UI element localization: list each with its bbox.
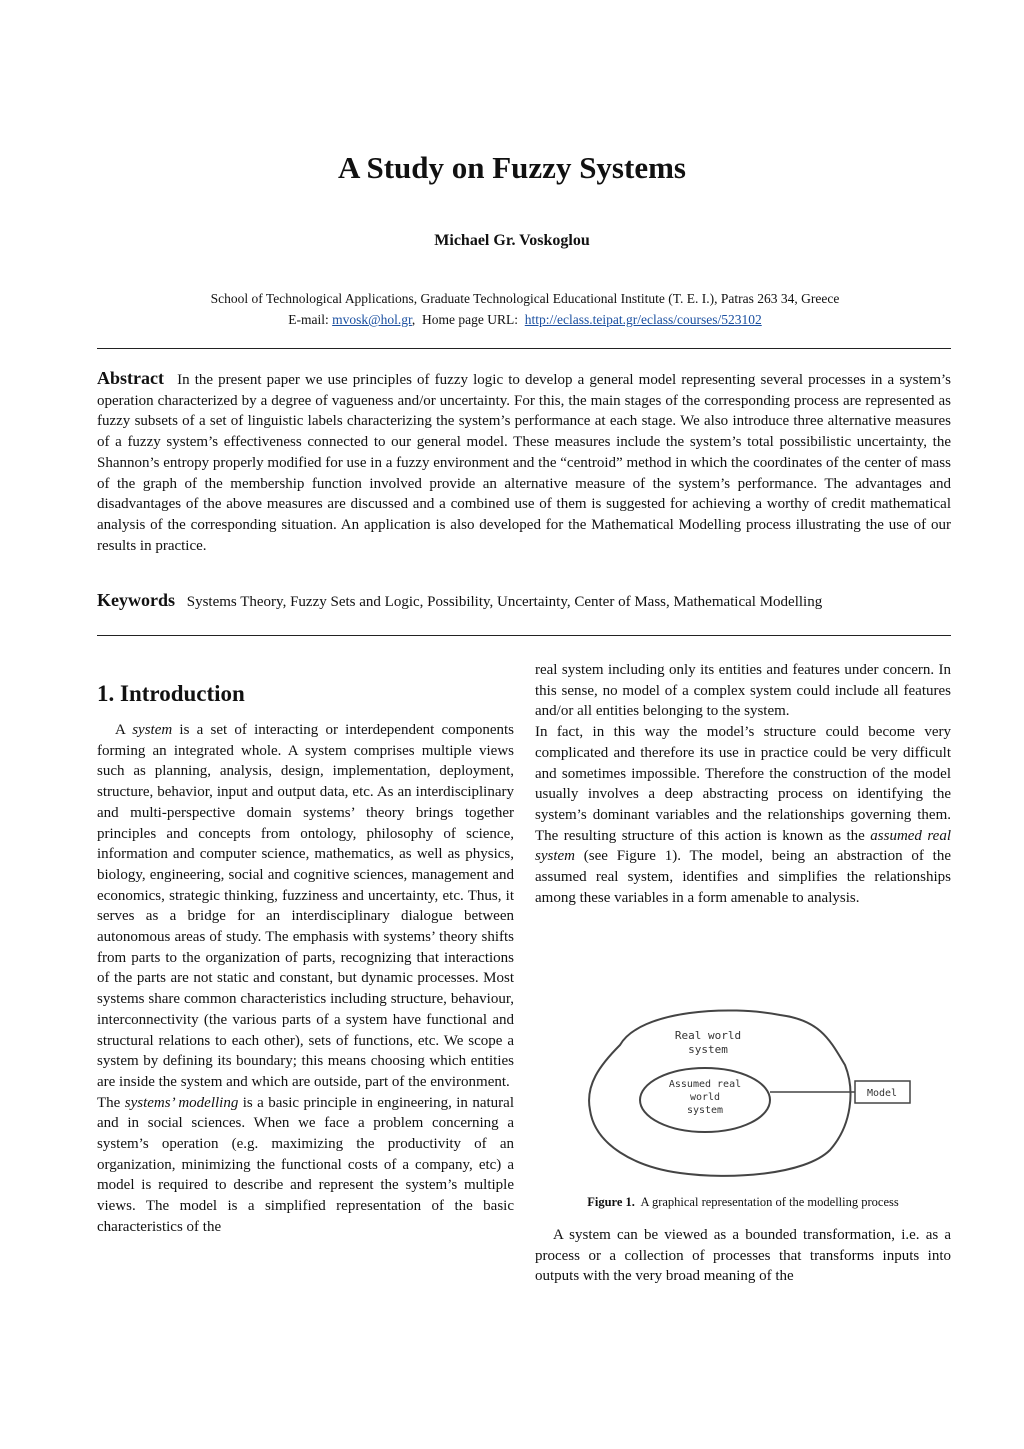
right-column bbox=[535, 660, 951, 908]
affiliation-block bbox=[0, 288, 1024, 330]
intro-paragraph-5: A system can be viewed as a bounded transformation, i.e. as a process or a collection of processes that transforms inputs into outputs with the very broad meaning of the bbox=[535, 1227, 951, 1285]
affiliation: School of Technological Applications, Graduate Technological Educational Institute (T. E. I.), Patras 263 34, Greece bbox=[210, 291, 840, 306]
section-heading-introduction: 1. Introduction bbox=[97, 681, 245, 706]
intro-p4-start: In fact, in this way the model’s structure could become very complicated and therefore its use in practice could be very difficult and sometimes impossible. Therefore the construction of the model usually involves a deep abstracting process on identifying the system’s dominant variables and the relationships governing them. The resulting structure of this action is known as the bbox=[535, 724, 951, 844]
right-column-continued bbox=[535, 1225, 951, 1287]
intro-p1-term: system bbox=[132, 722, 173, 738]
keywords-text: Systems Theory, Fuzzy Sets and Logic, Possibility, Uncertainty, Center of Mass, Mathematical Modelling bbox=[186, 594, 823, 610]
intro-paragraph-2 bbox=[97, 1093, 514, 1238]
homepage-label: Home page URL: bbox=[422, 312, 519, 327]
assumed-label-3: system bbox=[686, 1105, 724, 1116]
bottom-divider bbox=[97, 635, 951, 636]
assumed-label-1: Assumed real bbox=[668, 1079, 742, 1090]
intro-paragraph-1 bbox=[97, 720, 514, 1093]
author-name: Michael Gr. Voskoglou bbox=[434, 232, 590, 249]
paper-title: A Study on Fuzzy Systems bbox=[338, 150, 686, 185]
figure-1-caption bbox=[535, 1195, 951, 1210]
real-world-label-2: system bbox=[688, 1043, 728, 1056]
caption-text: A graphical representation of the modelling process bbox=[640, 1195, 899, 1209]
left-column bbox=[97, 720, 514, 1238]
abstract bbox=[97, 368, 951, 556]
intro-p1-start: A bbox=[115, 722, 133, 738]
keywords-heading: Keywords bbox=[97, 590, 175, 610]
keywords bbox=[97, 590, 951, 613]
intro-p2-rest: is a basic principle in engineering, in natural and in social sciences. When we face a problem concerning a system’s operation (e.g. maximizing the productivity of an organization, minimizing the functional costs of a company, etc) a model is required to describe and represent the system’s multiple views. The model is a simplified representation of the basic characteristics of the bbox=[97, 1094, 514, 1235]
real-world-label-1: Real world bbox=[674, 1029, 742, 1042]
email-link[interactable]: mvosk@hol.gr bbox=[332, 312, 412, 327]
abstract-text: In the present paper we use principles of fuzzy logic to develop a general model representing several processes in a system’s operation characterized by a degree of vagueness and/or uncertainty. For this, the main stages of the corresponding process are represented as fuzzy subsets of a set of linguistic labels characterizing the system’s performance at each stage. We also introduce three alternative measures of a fuzzy system’s effectiveness connected to our general model. These measures include the system’s total possibilistic uncertainty, the Shannon’s entropy properly modified for use in a fuzzy environment and the “centroid” method in which the coordinates of the center of mass of the graph of the membership function involved provide an alternative measure of the system’s performance. The advantages and disadvantages of the above measures are discussed and a combined use of them is suggested for achieving a worthy of credit mathematical analysis of the corresponding situation. An application is also developed for the Mathematical Modelling process illustrating the use of our results in practice. bbox=[97, 372, 951, 554]
assumed-label-2: world bbox=[689, 1092, 721, 1103]
intro-p1-rest: is a set of interacting or interdependent components forming an integrated whole. A system comprises multiple views such as planning, analysis, design, implementation, deployment, structure, behavior, input and output data, etc. As an interdisciplinary and multi-perspective domain systems’ theory brings together principles and concepts from ontology, philosophy of science, information and computer science, mathematics, as well as physics, biology, engineering, social and cognitive sciences, management and economics, strategic thinking, fuzziness and uncertainty, etc. Thus, it serves as a bridge for an interdisciplinary dialogue between autonomous areas of study. The emphasis with systems’ theory shifts from parts to the organization of parts, recognizing that interactions of the parts are not static and constant, but dynamic processes. Most systems share common characteristics including structure, behaviour, interconnectivity (the various parts of a system have functional and structural relations to each other), sets of functions, etc. We scope a system by defining its boundary; this means choosing which entities are inside the system and which are outside, part of the environment. bbox=[97, 722, 514, 1090]
intro-paragraph-3: real system including only its entities and features under concern. In this sense, no model of a complex system could include all features and/or all entities belonging to the system. bbox=[535, 662, 951, 720]
contact-line: E-mail: mvosk@hol.gr, Home page URL: http://eclass.teipat.gr/eclass/courses/523102 bbox=[288, 312, 762, 327]
intro-p2-start: The bbox=[97, 1094, 125, 1111]
email-label: E-mail: bbox=[288, 312, 329, 327]
homepage-link[interactable]: http://eclass.teipat.gr/eclass/courses/523102 bbox=[524, 312, 762, 327]
intro-p2-term: systems’ modelling bbox=[124, 1094, 239, 1111]
model-label: Model bbox=[866, 1088, 898, 1099]
intro-p4-term: assumed real system bbox=[535, 827, 951, 865]
figure-1-diagram bbox=[580, 1005, 925, 1185]
intro-paragraph-4 bbox=[535, 722, 951, 908]
abstract-heading: Abstract bbox=[97, 368, 164, 388]
caption-label: Figure 1. bbox=[587, 1195, 635, 1209]
top-divider bbox=[97, 348, 951, 349]
intro-p4-rest: (see Figure 1). The model, being an abstraction of the assumed real system, identifies and simplifies the relationships among these variables in a form amenable to analysis. bbox=[535, 848, 951, 906]
